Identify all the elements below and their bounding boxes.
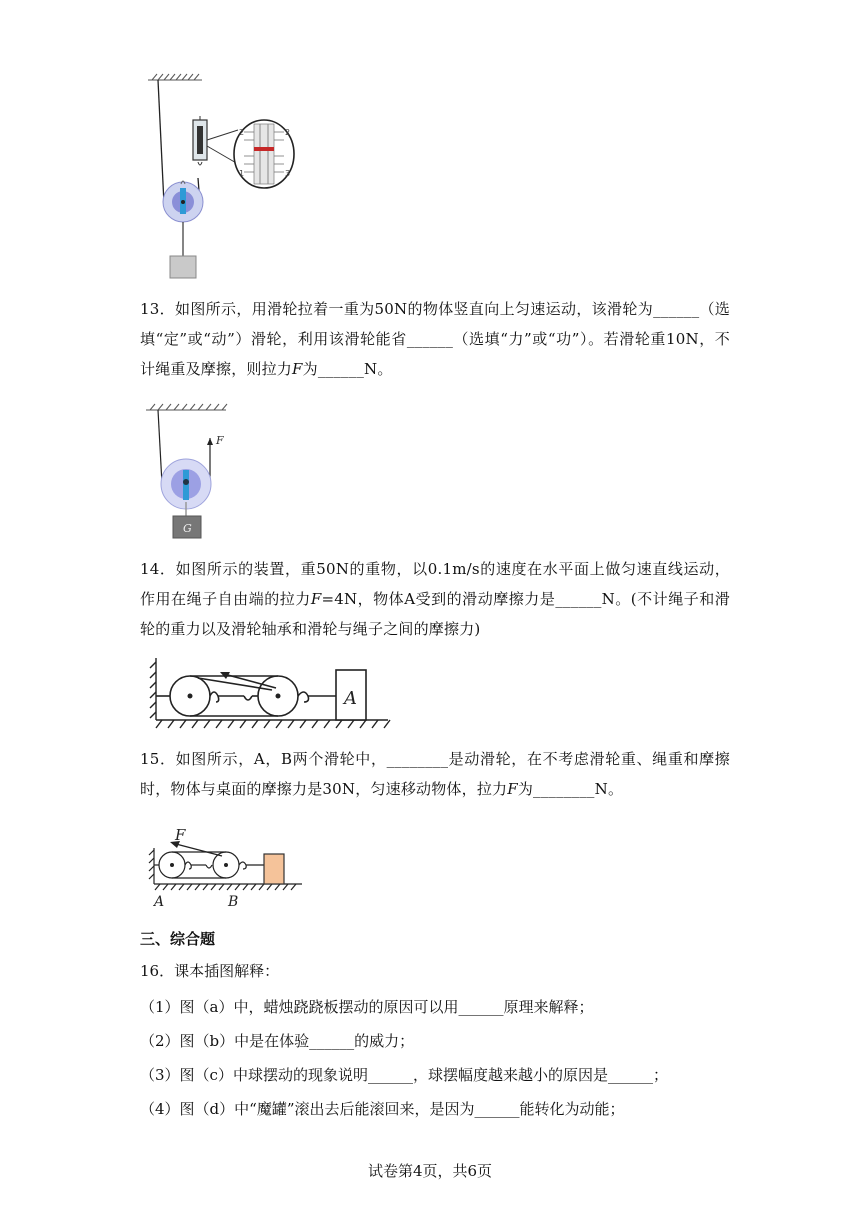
movable-pulley [161, 459, 211, 509]
ceiling-hatch [148, 74, 202, 80]
q14-pulley-block-figure [146, 652, 396, 732]
movable-pulley [163, 181, 203, 222]
q14-text: =4N，物体A受到的滑动摩擦力是 [321, 590, 556, 608]
q14-blank[interactable]: ______ [555, 590, 602, 608]
q15-text: 是动滑轮，在不考虑滑轮重、绳重和摩擦时，物体与桌面的摩擦力是30N，匀速移动物体，拉力 [140, 750, 730, 798]
q15-text: 15．如图所示，A，B两个滑轮中， [140, 750, 387, 768]
q16-item-1[interactable]: （1）图（a）中，蜡烛跷跷板摆动的原因可以用______原理来解释； [140, 998, 594, 1016]
q13-text: （选填“力”或“功”）。若滑轮重10N，不计绳重及摩擦，则拉力 [140, 330, 730, 378]
q16-item-2[interactable]: （2）图（b）中是在体验______的威力； [140, 1032, 415, 1050]
weight-label-g: G [183, 522, 192, 535]
block [264, 854, 284, 884]
q14-text: N。(不计绳子和滑轮的重力以及滑轮轴承和滑轮与绳子之间的摩擦力) [140, 590, 730, 638]
hanging-weight [170, 256, 196, 278]
force-label-f: F [216, 434, 224, 447]
svg-text:2: 2 [239, 128, 245, 137]
force-arrow [176, 844, 222, 856]
wall-hatch [149, 848, 154, 884]
wall-hatch [150, 658, 156, 720]
floor-hatch [156, 720, 390, 728]
q14-variable-f: F [310, 590, 322, 608]
q13-text: 为 [302, 360, 318, 378]
q16-item-4[interactable]: （4）图（d）中“魔罐”滚出去后能滚回来，是因为______能转化为动能； [140, 1100, 625, 1118]
pulley-label-b: B [228, 894, 239, 908]
q13-text: 13．如图所示，用滑轮拉着一重为50N的物体竖直向上匀速运动，该滑轮为 [140, 300, 654, 318]
floor-hatch [154, 884, 302, 890]
question-13 [140, 294, 730, 384]
q13-text: （选填“定”或“动”）滑轮，利用该滑轮能省 [140, 300, 730, 348]
svg-text:3: 3 [285, 169, 291, 178]
q13-pulley-figure [140, 398, 240, 543]
q12-pulley-scale-figure [140, 66, 310, 282]
pulley-label-a: A [154, 894, 165, 908]
block-label-a: A [344, 688, 357, 709]
scale-zoom-view [234, 120, 294, 188]
q15-text: 为 [517, 780, 534, 798]
q16-intro: 16．课本插图解释： [140, 962, 280, 980]
force-label-f: F [175, 826, 186, 844]
question-15 [140, 744, 730, 804]
q16-item-3[interactable]: （3）图（c）中球摆动的现象说明______，球摆幅度越来越小的原因是______； [140, 1066, 668, 1084]
svg-text:1: 1 [239, 169, 245, 178]
q14-text: 14．如图所示的装置，重50N的重物，以0.1m/s的速度在水平面上做匀速直线运动，作用在绳子自由端的拉力 [140, 560, 730, 608]
q13-variable-f: F [292, 360, 303, 378]
section-heading: 三、综合题 [140, 930, 216, 948]
ceiling-hatch [146, 404, 227, 410]
q15-text: N。 [594, 780, 624, 798]
page-footer: 试卷第4页，共6页 [367, 1162, 493, 1180]
spring-scale [193, 116, 207, 165]
q13-blank-2[interactable]: ______ [406, 330, 454, 348]
q15-blank-1[interactable]: ________ [386, 750, 449, 768]
q15-blank-2[interactable]: ________ [533, 780, 595, 798]
q15-pulley-block-figure [146, 818, 308, 908]
q13-blank-3[interactable]: ______ [317, 360, 365, 378]
question-14 [140, 554, 730, 644]
q13-text: N。 [364, 360, 393, 378]
svg-text:2: 2 [285, 128, 291, 137]
q15-variable-f: F [507, 780, 518, 798]
q13-blank-1[interactable]: ______ [653, 300, 700, 318]
